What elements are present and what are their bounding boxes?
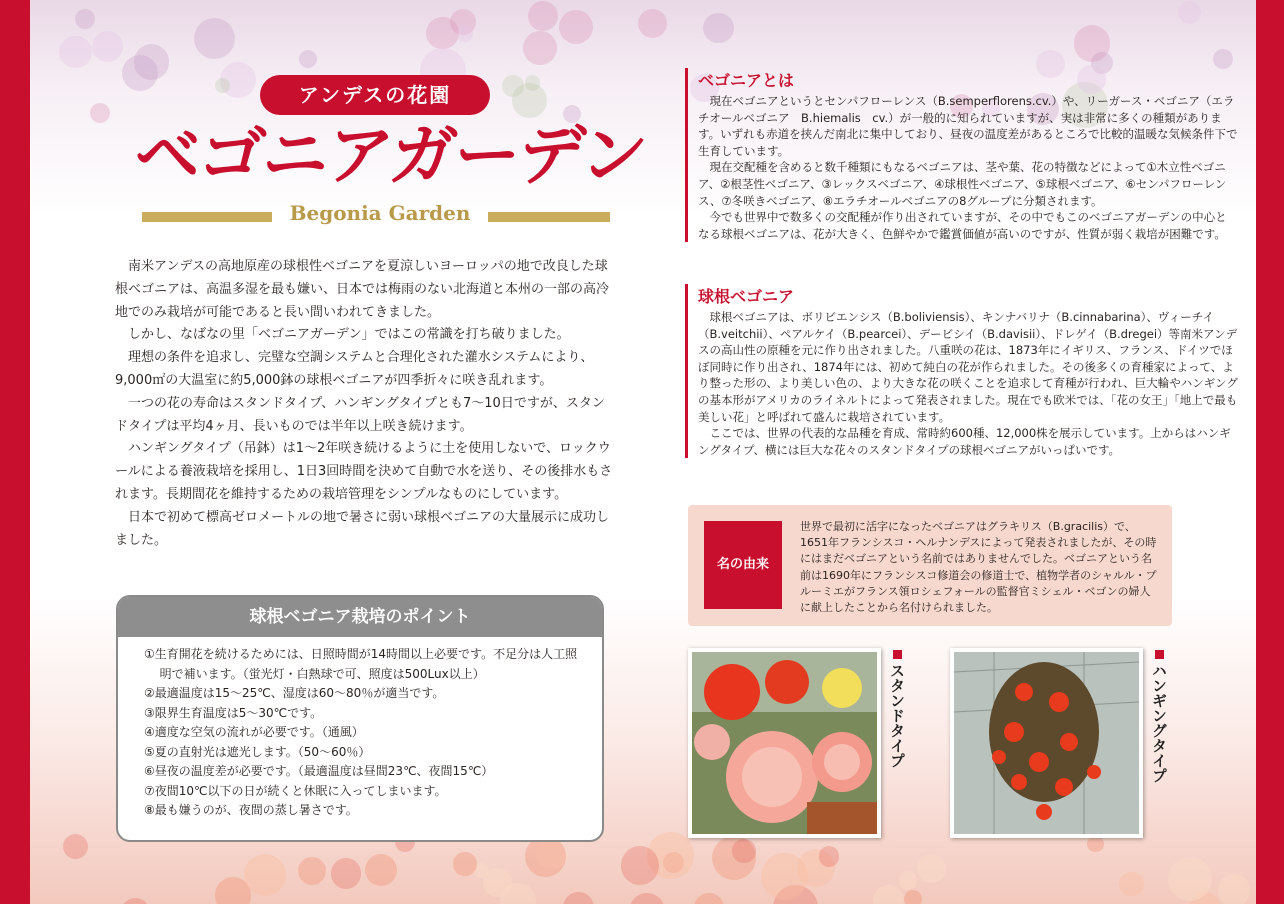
photo-caption: ハンギングタイプ (1150, 663, 1168, 783)
list-item: ④適度な空気の流れが必要です。（通風） (144, 725, 364, 739)
flower-bokeh (621, 846, 660, 885)
flower-bokeh (899, 871, 918, 890)
flower-bokeh (215, 78, 230, 93)
red-square-icon (1155, 650, 1164, 659)
cultivation-points-box (116, 595, 604, 842)
hanging-begonia-photo-icon (954, 652, 1139, 834)
about-begonia-section (685, 68, 1238, 242)
flower-bokeh (244, 854, 286, 896)
section-heading: 球根ベゴニア (698, 287, 795, 306)
section-heading: ベゴニアとは (698, 71, 795, 90)
stand-type-caption (890, 650, 908, 768)
flower-bokeh (92, 31, 123, 62)
flower-bokeh (873, 885, 904, 904)
section-paragraph: ここでは、世界の代表的な品種を育成、常時約600種、12,000株を展示しています。上からはハンギングタイプ、横には巨大な花々のスタンドタイプの球根ベゴニアがいっぱいです。 (698, 426, 1231, 457)
flower-bokeh (819, 846, 839, 866)
red-square-icon (893, 650, 902, 659)
list-item: ⑦夜間10℃以下の日が続くと休眠に入ってしまいます。 (144, 783, 447, 798)
subtitle-badge: アンデスの花園 (260, 75, 490, 115)
stand-type-photo (688, 648, 881, 838)
flower-bokeh (559, 10, 593, 44)
flower-bokeh (365, 854, 397, 886)
name-origin-text: 世界で最初に活字になったベゴニアはグラキリス（B.gracilis）で、1651年フランシスコ・ヘルナンデスによって発表されましたが、その時にはまだベゴニアという名前ではありませんでした。ベゴニアという名前は1690年にフランシスコ修道会の修道士で、植物学者のシャルル・プルーミエがフランス領ロシェフォールの監督官ミシェル・ベゴンの婦人に献上したことから名付けられました。 (800, 520, 1157, 615)
flower-bokeh (134, 44, 169, 79)
flower-bokeh (1119, 872, 1143, 896)
hanging-type-photo (950, 648, 1143, 838)
section-paragraph: 現在交配種を含めると数千種類にもなるベゴニアは、茎や葉、花の特徴などによって①木立性ベゴニア、②根茎性ベゴニア、③レックスベゴニア、④球根性ベゴニア、⑤球根ベゴニア、⑥センパフローレンス、⑦冬咲きベゴニア、⑧エラチオールベゴニアの8グループに分類されます。 (698, 160, 1227, 208)
flower-bokeh (1178, 1, 1201, 24)
flower-bokeh (1168, 857, 1212, 901)
section-paragraph: 現在ベゴニアというとセンパフローレンス（B.semperflorens.cv.）や、リーガース・ベゴニア（エラチオールベゴニア B.hiemalis cv.）が一般的に知られていますが、実は非常に多くの種類があります。いずれも赤道を挟んだ南北に集中しており、昼夜の温度差があるところで比較的温暖な気候条件下で生育しています。 (698, 94, 1238, 158)
flower-bokeh (732, 839, 755, 862)
intro-paragraph: 南米アンデスの高地原産の球根性ベゴニアを夏涼しいヨーロッパの地で改良した球根ベゴニアは、高温多湿を最も嫌い、日本では梅雨のない北海道と本州の一部の高冷地でのみ栽培が可能であると長い間いわれてきました。 (115, 259, 610, 320)
points-title: 球根ベゴニア栽培のポイント (118, 597, 602, 637)
flower-bokeh (638, 9, 667, 38)
list-item: ⑧最も嫌うのが、夜間の蒸し暑さです。 (144, 803, 358, 817)
list-item: ⑥昼夜の温度差が必要です。（最適温度は昼間23℃、夜間15℃） (144, 764, 494, 778)
flower-bokeh (525, 836, 566, 877)
list-item: ②最適温度は15～25℃、湿度は60～80％が適当です。 (144, 686, 445, 700)
tuberous-begonia-section (685, 284, 1238, 458)
list-item: ①生育開花を続けるためには、日照時間が14時間以上必要です。不足分は人工照明で補います。（蛍光灯・白熱球で可、照度は500Lux以上） (144, 647, 578, 681)
intro-paragraph: ハンギングタイプ（吊鉢）は1～2年咲き続けるように土を使用しないで、ロックウールによる養液栽培を採用し、1日3回時間を決めて自動で水を送り、その後排水もされます。長期間花を維持するための栽培管理をシンプルなものにしています。 (115, 441, 613, 502)
flower-bokeh (528, 1, 558, 31)
intro-paragraph: しかし、なばなの里「ベゴニアガーデン」ではこの常識を打ち破りました。 (128, 327, 570, 343)
left-red-border (0, 0, 30, 904)
name-origin-label: 名の由来 (704, 521, 782, 609)
flower-bokeh (525, 75, 541, 91)
flower-bokeh (703, 13, 734, 44)
flower-bokeh (59, 36, 92, 69)
list-item: ③限界生育温度は5～30℃です。 (144, 705, 323, 720)
points-list (118, 645, 602, 821)
flower-bokeh (75, 9, 95, 29)
flower-bokeh (1218, 874, 1251, 904)
flower-bokeh (90, 103, 110, 123)
flower-bokeh (629, 893, 666, 904)
flower-bokeh (917, 854, 946, 883)
flower-bokeh (121, 898, 150, 904)
name-origin-box (688, 505, 1172, 626)
flower-bokeh (563, 892, 594, 904)
intro-paragraph: 一つの花の寿命はスタンドタイプ、ハンギングタイプとも7～10日ですが、スタンドタイプは平均4ヶ月、長いものでは半年以上咲き続けます。 (115, 395, 605, 434)
intro-paragraph: 日本で初めて標高ゼロメートルの地で暑さに弱い球根ベゴニアの大量展示に成功しました。 (115, 509, 610, 548)
photo-caption: スタンドタイプ (888, 663, 906, 768)
section-paragraph: 今でも世界中で数多くの交配種が作り出されていますが、その中でもこのベゴニアガーデンの中心となる球根ベゴニアは、花が大きく、色鮮やかで鑑賞価値が高いのですが、性質が弱く栽培が困難です。 (698, 210, 1227, 241)
flower-bokeh (502, 75, 523, 96)
flower-bokeh (761, 853, 808, 900)
flower-bokeh (457, 25, 473, 41)
flower-bokeh (299, 50, 318, 69)
page-title: ベゴニアガーデン (130, 116, 650, 194)
gold-rule-right (488, 212, 610, 222)
stand-begonia-photo-icon (692, 652, 877, 834)
right-red-border (1256, 0, 1284, 904)
section-paragraph: 球根ベゴニアは、ボリビエンシス（B.boliviensis）、キンナバリナ（B.cinnabarina）、ヴィーチイ（B.veitchii）、ペアルケイ（B.pearcei）、デービシイ（B.davisii）、ドレゲイ（B.dregei）等南米アンデスの高山性の原種を元に作り出されました。八重咲の花は、1873年にイギリス、フランス、ドイツでほぼ同時に作り出され、1874年には、初めて純白の花が作られました。その後多くの育種家によって、より整った形の、より美しい色の、より大きな花の咲くことを追求して育種が行われ、巨大輪やハンギングの基本形がアメリカのライネルトによって発表されました。現在でも欧米では、「花の女王」「地上で最も美しい花」と呼ばれて盛んに栽培されています。 (698, 310, 1238, 424)
flower-bokeh (1074, 25, 1110, 61)
flower-bokeh (694, 893, 724, 904)
flower-bokeh (1087, 836, 1104, 853)
hanging-type-caption (1152, 650, 1170, 783)
flower-bokeh (194, 18, 235, 59)
english-title: Begonia Garden (289, 201, 471, 225)
flower-bokeh (904, 890, 922, 904)
list-item: ⑤夏の直射光は遮光します。（50～60％） (144, 744, 371, 759)
flower-bokeh (453, 852, 476, 875)
flower-bokeh (331, 858, 361, 888)
flower-bokeh (298, 857, 326, 885)
flower-bokeh (63, 834, 88, 859)
flower-bokeh (523, 31, 557, 65)
intro-text (115, 256, 615, 552)
intro-paragraph: 理想の条件を追求し、完璧な空調システムと合理化された灌水システムにより、9,000㎡の大温室に約5,000鉢の球根ベゴニアが四季折々に咲き乱れます。 (115, 350, 594, 388)
flower-bokeh (1213, 49, 1233, 69)
gold-rule-left (142, 212, 272, 222)
page-canvas (30, 0, 1256, 904)
